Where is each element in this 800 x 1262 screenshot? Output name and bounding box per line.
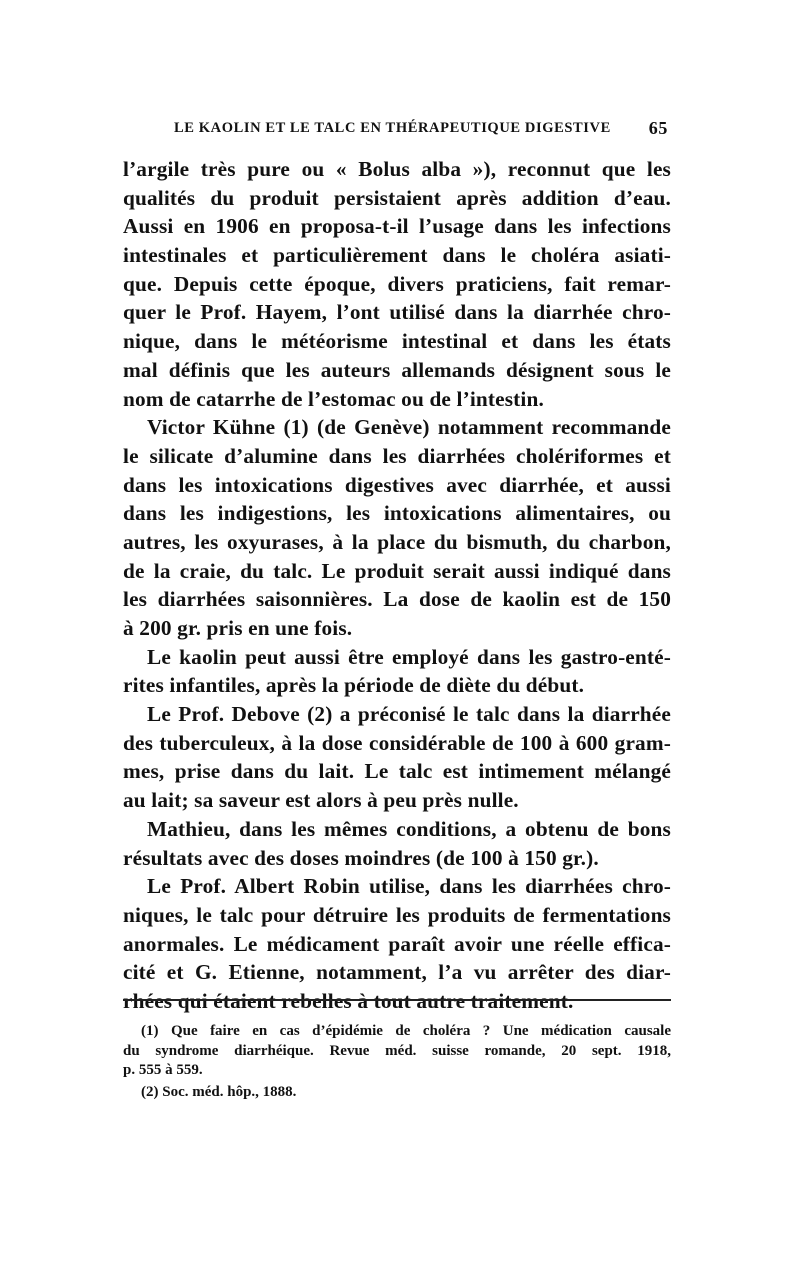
paragraph-line: intestinales et particulièrement dans le choléra asiati- (123, 243, 671, 268)
paragraph-line: nique, dans le météorisme intestinal et dans les états (123, 329, 671, 354)
paragraph-line: Le Prof. Albert Robin utilise, dans les diarrhées chro- (147, 874, 671, 899)
paragraph-line: des tuberculeux, à la dose considérable de 100 à 600 gram- (123, 730, 671, 755)
paragraph-line: le silicate d’alumine dans les diarrhées cholériformes et (123, 443, 671, 468)
running-header (168, 120, 668, 142)
paragraph-line: rhées qui étaient rebelles à tout autre traitement. (123, 988, 574, 1013)
paragraph-line: nom de catarrhe de l’estomac ou de l’intestin. (123, 386, 544, 411)
paragraph-line: Le kaolin peut aussi être employé dans les gastro-enté- (147, 644, 671, 669)
footnotes (123, 1022, 671, 1102)
paragraph-line: quer le Prof. Hayem, l’ont utilisé dans la diarrhée chro- (123, 300, 671, 325)
paragraph-line: l’argile très pure ou « Bolus alba »), reconnut que les (123, 157, 671, 181)
paragraph-line: dans les indigestions, les intoxications alimentaires, ou (123, 501, 671, 526)
paragraph-line: mes, prise dans du lait. Le talc est intimement mélangé (123, 759, 671, 784)
paragraph-line: que. Depuis cette époque, divers praticiens, fait remar- (123, 271, 671, 296)
footnote-line: (1) Que faire en cas d’épidémie de choléra ? Une médication causale (141, 1023, 671, 1039)
paragraph-line: niques, le talc pour détruire les produits de fermentations (123, 902, 671, 927)
paragraph-line: cité et G. Etienne, notamment, l’a vu arrêter des diar- (123, 960, 671, 985)
running-title: LE KAOLIN ET LE TALC EN THÉRAPEUTIQUE DIGESTIVE (174, 120, 611, 136)
paragraph-line: anormales. Le médicament paraît avoir une réelle effica- (123, 931, 671, 956)
paragraph-line: au lait; sa saveur est alors à peu près nulle. (123, 788, 519, 813)
footnote-line: p. 555 à 559. (123, 1062, 203, 1078)
paragraph-line: Le Prof. Debove (2) a préconisé le talc dans la diarrhée (147, 702, 671, 727)
paragraph-line: qualités du produit persistaient après addition d’eau. (123, 185, 671, 210)
footnote-divider (123, 999, 671, 1001)
paragraph-line: autres, les oxyurases, à la place du bismuth, du charbon, (123, 529, 671, 554)
paragraph-line: rites infantiles, après la période de diète du début. (123, 673, 585, 698)
paragraph-line: dans les intoxications digestives avec diarrhée, et aussi (123, 472, 671, 497)
paragraph-line: mal définis que les auteurs allemands désignent sous le (123, 357, 671, 382)
paragraph-line: résultats avec des doses moindres (de 100 à 150 gr.). (123, 845, 599, 870)
paragraph-line: Aussi en 1906 en proposa-t-il l’usage dans les infections (123, 214, 671, 239)
paragraph-line: Victor Kühne (1) (de Genève) notamment recommande (147, 415, 671, 440)
paragraph-line: à 200 gr. pris en une fois. (123, 616, 353, 640)
footnote-line: du syndrome diarrhéique. Revue méd. suisse romande, 20 sept. 1918, (123, 1042, 671, 1059)
paragraph-line: de la craie, du talc. Le produit serait aussi indiqué dans (123, 558, 671, 583)
paragraph-line: Mathieu, dans les mêmes conditions, a obtenu de bons (147, 816, 671, 841)
footnote-line: (2) Soc. méd. hôp., 1888. (141, 1083, 297, 1100)
page-number: 65 (648, 118, 668, 138)
paragraph-line: les diarrhées saisonnières. La dose de kaolin est de 150 (123, 587, 671, 612)
body-text (123, 155, 671, 1016)
